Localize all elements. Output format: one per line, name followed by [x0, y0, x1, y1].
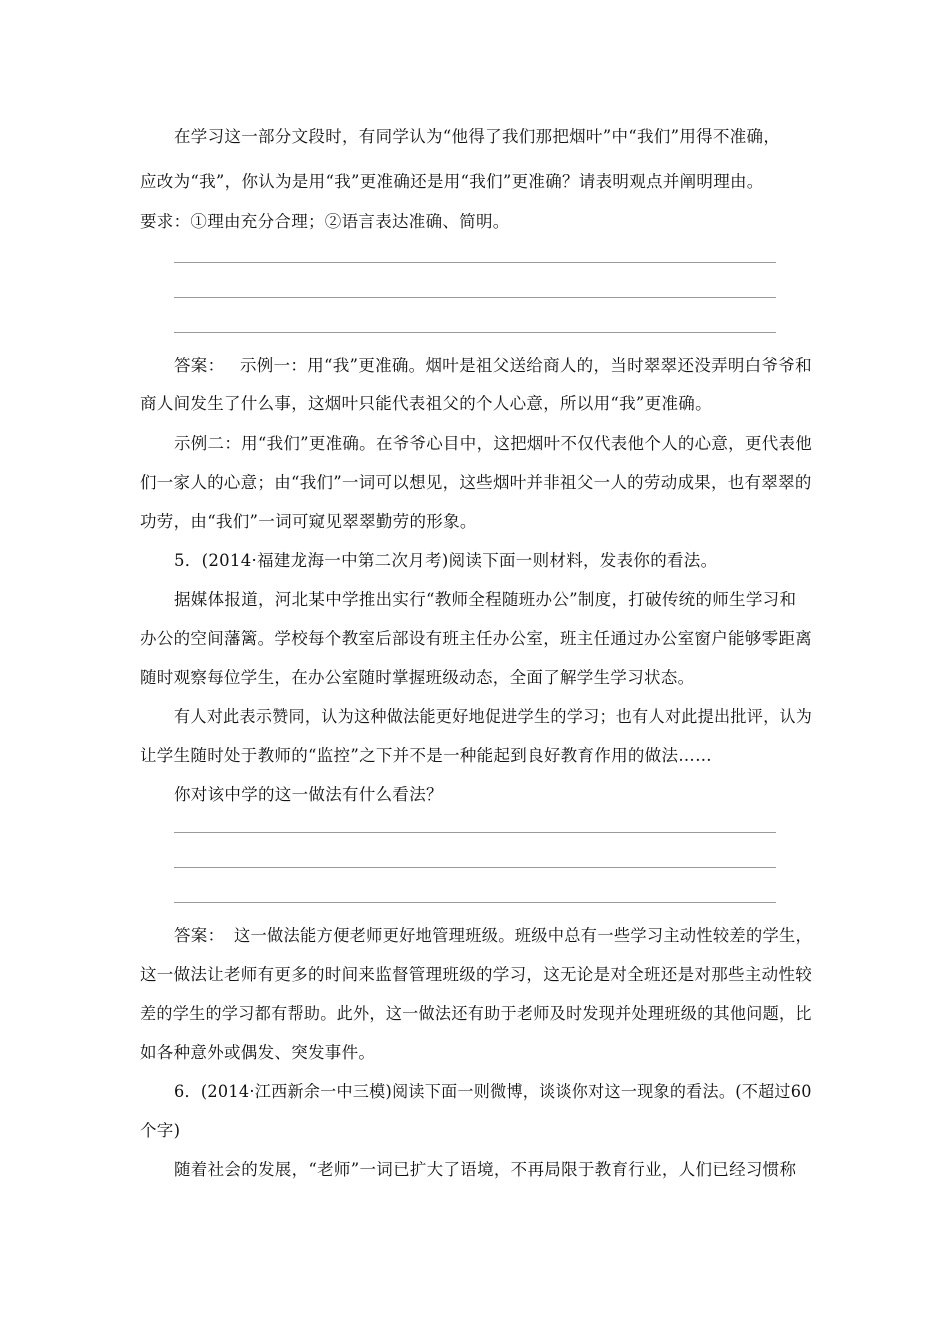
- question-heading: 6．(2014·江西新余一中三模)阅读下面一则微博，谈谈你对这一现象的看法。(不超过60: [174, 1082, 812, 1101]
- question-requirement: 要求：①理由充分合理；②语言表达准确、简明。: [140, 212, 510, 231]
- question-heading: 5．(2014·福建龙海一中第二次月考)阅读下面一则材料，发表你的看法。: [174, 551, 718, 570]
- question-heading: 个字): [140, 1121, 181, 1140]
- answer-text: 这一做法能方便老师更好地管理班级。班级中总有一些学习主动性较差的学生，: [234, 926, 813, 945]
- question-material: 随时观察每位学生，在办公室随时掌握班级动态，全面了解学生学习状态。: [140, 668, 695, 687]
- answer-text: 如各种意外或偶发、突发事件。: [140, 1043, 376, 1062]
- answer-blank-line: [174, 832, 776, 833]
- answer-blank-line: [174, 867, 776, 868]
- answer-text: 差的学生的学习都有帮助。此外，这一做法还有助于老师及时发现并处理班级的其他问题，比: [140, 1004, 812, 1023]
- question-material: 据媒体报道，河北某中学推出实行“教师全程随班办公”制度，打破传统的师生学习和: [174, 590, 797, 609]
- answer-text: 示例一：用“我”更准确。烟叶是祖父送给商人的，当时翠翠还没弄明白爷爷和: [240, 356, 812, 375]
- answer-blank-line: [174, 902, 776, 903]
- answer-text: 商人间发生了什么事，这烟叶只能代表祖父的个人心意，所以用“我”更准确。: [140, 394, 712, 413]
- question-material: 有人对此表示赞同，认为这种做法能更好地促进学生的学习；也有人对此提出批评，认为: [174, 707, 813, 726]
- answer-text: 们一家人的心意；由“我们”一词可以想见，这些烟叶并非祖父一人的劳动成果，也有翠翠的: [140, 473, 812, 492]
- question-prompt: 你对该中学的这一做法有什么看法？: [174, 785, 443, 804]
- answer-label: 答案：: [174, 926, 225, 945]
- answer-blank-line: [174, 297, 776, 298]
- question-text: 应改为“我”，你认为是用“我”更准确还是用“我们”更准确？请表明观点并阐明理由。: [140, 172, 764, 191]
- answer-label: 答案：: [174, 356, 225, 375]
- answer-text: 功劳，由“我们”一词可窥见翠翠勤劳的形象。: [140, 512, 477, 531]
- question-material: 让学生随时处于教师的“监控”之下并不是一种能起到良好教育作用的做法……: [140, 746, 712, 765]
- question-material: 随着社会的发展，“老师”一词已扩大了语境，不再局限于教育行业，人们已经习惯称: [174, 1160, 797, 1179]
- answer-blank-line: [174, 332, 776, 333]
- question-text: 在学习这一部分文段时，有同学认为“他得了我们那把烟叶”中“我们”用得不准确，: [174, 127, 781, 146]
- answer-text: 示例二：用“我们”更准确。在爷爷心目中，这把烟叶不仅代表他个人的心意，更代表他: [174, 434, 813, 453]
- answer-text: 这一做法让老师有更多的时间来监督管理班级的学习，这无论是对全班还是对那些主动性较: [140, 965, 812, 984]
- answer-blank-line: [174, 262, 776, 263]
- question-material: 办公的空间藩篱。学校每个教室后部设有班主任办公室，班主任通过办公室窗户能够零距离: [140, 629, 812, 648]
